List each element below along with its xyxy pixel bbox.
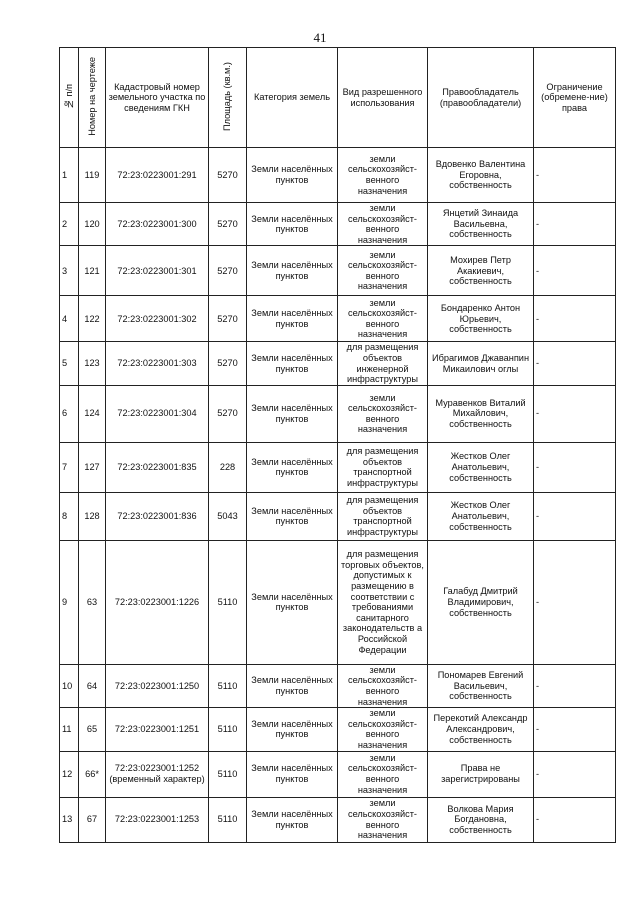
cell-num: 8 xyxy=(60,492,79,540)
cell-cadastral-number: 72:23:0223001:300 xyxy=(106,203,209,246)
header-num: № п/п xyxy=(60,48,79,148)
cell-area: 5270 xyxy=(209,342,247,385)
cell-drawing-number: 124 xyxy=(79,385,106,442)
cell-cadastral-number: 72:23:0223001:1253 xyxy=(106,797,209,842)
table-row xyxy=(60,246,616,296)
cell-owner: Галабуд Дмитрий Владимирович, собственность xyxy=(428,540,534,664)
table-header-row xyxy=(60,48,616,148)
cell-land-category: Земли населённых пунктов xyxy=(247,797,338,842)
cell-drawing-number: 67 xyxy=(79,797,106,842)
cell-owner: Пономарев Евгений Васильевич, собственность xyxy=(428,664,534,707)
cell-restriction: - xyxy=(534,797,616,842)
cell-owner: Жестков Олег Анатольевич, собственность xyxy=(428,492,534,540)
cell-permitted-use: для размещения объектов транспортной инфраструктуры xyxy=(338,442,428,492)
cell-land-category: Земли населённых пунктов xyxy=(247,148,338,203)
cell-restriction: - xyxy=(534,708,616,751)
cell-land-category: Земли населённых пунктов xyxy=(247,492,338,540)
cell-area: 5270 xyxy=(209,246,247,296)
table-row xyxy=(60,797,616,842)
cell-permitted-use: для размещения объектов инженерной инфраструктуры xyxy=(338,342,428,385)
cell-drawing-number: 123 xyxy=(79,342,106,385)
table-row xyxy=(60,203,616,246)
cell-restriction: - xyxy=(534,664,616,707)
cell-cadastral-number: 72:23:0223001:1226 xyxy=(106,540,209,664)
cell-area: 228 xyxy=(209,442,247,492)
table-row xyxy=(60,540,616,664)
cell-num: 6 xyxy=(60,385,79,442)
cell-permitted-use: земли сельскохозяйст-венного назначения xyxy=(338,148,428,203)
table-row xyxy=(60,751,616,797)
page-number: 41 xyxy=(313,30,327,45)
cell-num: 1 xyxy=(60,148,79,203)
cell-drawing-number: 65 xyxy=(79,708,106,751)
table-row xyxy=(60,296,616,342)
cell-drawing-number: 122 xyxy=(79,296,106,342)
table-row xyxy=(60,708,616,751)
cell-num: 12 xyxy=(60,751,79,797)
cell-owner: Муравенков Виталий Михайлович, собственность xyxy=(428,385,534,442)
cell-restriction: - xyxy=(534,246,616,296)
cell-area: 5110 xyxy=(209,751,247,797)
cell-num: 11 xyxy=(60,708,79,751)
table-row xyxy=(60,442,616,492)
cell-permitted-use: земли сельскохозяйст-венного назначения xyxy=(338,708,428,751)
cell-num: 4 xyxy=(60,296,79,342)
cell-permitted-use: для размещения торговых объектов, допустимых к размещению в соответствии с требованиями санитарного законодательств а Российской Федерации xyxy=(338,540,428,664)
cell-restriction: - xyxy=(534,385,616,442)
cell-land-category: Земли населённых пунктов xyxy=(247,442,338,492)
cell-permitted-use: земли сельскохозяйст-венного назначения xyxy=(338,664,428,707)
cell-owner: Волкова Мария Богдановна, собственность xyxy=(428,797,534,842)
cell-area: 5110 xyxy=(209,797,247,842)
cell-drawing-number: 63 xyxy=(79,540,106,664)
cell-owner: Ибрагимов Джаванпин Микаилович оглы xyxy=(428,342,534,385)
cell-area: 5270 xyxy=(209,148,247,203)
cell-drawing-number: 119 xyxy=(79,148,106,203)
cell-area: 5270 xyxy=(209,296,247,342)
cell-cadastral-number: 72:23:0223001:291 xyxy=(106,148,209,203)
table-row xyxy=(60,492,616,540)
header-restriction: Ограничение (обремене-ние) права xyxy=(534,48,616,148)
cell-permitted-use: для размещения объектов транспортной инфраструктуры xyxy=(338,492,428,540)
cell-owner: Бондаренко Антон Юрьевич, собственность xyxy=(428,296,534,342)
cell-drawing-number: 66* xyxy=(79,751,106,797)
land-plots-table xyxy=(59,47,616,843)
cell-cadastral-number: 72:23:0223001:1251 xyxy=(106,708,209,751)
cell-owner: Права не зарегистрированы xyxy=(428,751,534,797)
header-owner: Правообладатель (правообладатели) xyxy=(428,48,534,148)
table-row xyxy=(60,342,616,385)
cell-num: 13 xyxy=(60,797,79,842)
cell-area: 5110 xyxy=(209,664,247,707)
cell-permitted-use: земли сельскохозяйст-венного назначения xyxy=(338,797,428,842)
table-body xyxy=(60,148,616,843)
table-row xyxy=(60,148,616,203)
cell-drawing-number: 128 xyxy=(79,492,106,540)
cell-area: 5270 xyxy=(209,385,247,442)
cell-area: 5270 xyxy=(209,203,247,246)
cell-num: 7 xyxy=(60,442,79,492)
cell-land-category: Земли населённых пунктов xyxy=(247,540,338,664)
cell-area: 5110 xyxy=(209,708,247,751)
cell-owner: Янцетий Зинаида Васильевна, собственность xyxy=(428,203,534,246)
cell-num: 5 xyxy=(60,342,79,385)
cell-restriction: - xyxy=(534,296,616,342)
cell-cadastral-number: 72:23:0223001:303 xyxy=(106,342,209,385)
cell-land-category: Земли населённых пунктов xyxy=(247,385,338,442)
cell-permitted-use: земли сельскохозяйст-венного назначения xyxy=(338,203,428,246)
header-cadastral-number: Кадастровый номер земельного участка по сведениям ГКН xyxy=(106,48,209,148)
cell-owner: Мохирев Петр Акакиевич, собственность xyxy=(428,246,534,296)
cell-restriction: - xyxy=(534,442,616,492)
cell-drawing-number: 120 xyxy=(79,203,106,246)
cell-cadastral-number: 72:23:0223001:1252 (временный характер) xyxy=(106,751,209,797)
header-drawing-number: Номер на чертеже xyxy=(79,48,106,148)
cell-owner: Перекотий Александр Александрович, собственность xyxy=(428,708,534,751)
cell-owner: Вдовенко Валентина Егоровна, собственность xyxy=(428,148,534,203)
cell-permitted-use: земли сельскохозяйст-венного назначения xyxy=(338,246,428,296)
cell-restriction: - xyxy=(534,492,616,540)
header-land-category: Категория земель xyxy=(247,48,338,148)
table-row xyxy=(60,385,616,442)
cell-land-category: Земли населённых пунктов xyxy=(247,708,338,751)
cell-restriction: - xyxy=(534,148,616,203)
cell-permitted-use: земли сельскохозяйст-венного назначения xyxy=(338,751,428,797)
cell-restriction: - xyxy=(534,751,616,797)
cell-land-category: Земли населённых пунктов xyxy=(247,751,338,797)
cell-land-category: Земли населённых пунктов xyxy=(247,664,338,707)
cell-drawing-number: 121 xyxy=(79,246,106,296)
cell-restriction: - xyxy=(534,203,616,246)
cell-num: 3 xyxy=(60,246,79,296)
cell-cadastral-number: 72:23:0223001:836 xyxy=(106,492,209,540)
cell-restriction: - xyxy=(534,342,616,385)
cell-area: 5043 xyxy=(209,492,247,540)
table-row xyxy=(60,664,616,707)
cell-cadastral-number: 72:23:0223001:304 xyxy=(106,385,209,442)
cell-num: 9 xyxy=(60,540,79,664)
cell-cadastral-number: 72:23:0223001:1250 xyxy=(106,664,209,707)
header-area: Площадь (кв.м.) xyxy=(209,48,247,148)
cell-permitted-use: земли сельскохозяйст-венного назначения xyxy=(338,296,428,342)
cell-cadastral-number: 72:23:0223001:835 xyxy=(106,442,209,492)
cell-land-category: Земли населённых пунктов xyxy=(247,203,338,246)
header-permitted-use: Вид разрешенного использования xyxy=(338,48,428,148)
cell-num: 2 xyxy=(60,203,79,246)
cell-cadastral-number: 72:23:0223001:301 xyxy=(106,246,209,296)
cell-num: 10 xyxy=(60,664,79,707)
cell-land-category: Земли населённых пунктов xyxy=(247,246,338,296)
cell-drawing-number: 127 xyxy=(79,442,106,492)
cell-permitted-use: земли сельскохозяйст-венного назначения xyxy=(338,385,428,442)
cell-owner: Жестков Олег Анатольевич, собственность xyxy=(428,442,534,492)
cell-land-category: Земли населённых пунктов xyxy=(247,296,338,342)
cell-drawing-number: 64 xyxy=(79,664,106,707)
cell-restriction: - xyxy=(534,540,616,664)
cell-land-category: Земли населённых пунктов xyxy=(247,342,338,385)
cell-cadastral-number: 72:23:0223001:302 xyxy=(106,296,209,342)
cell-area: 5110 xyxy=(209,540,247,664)
